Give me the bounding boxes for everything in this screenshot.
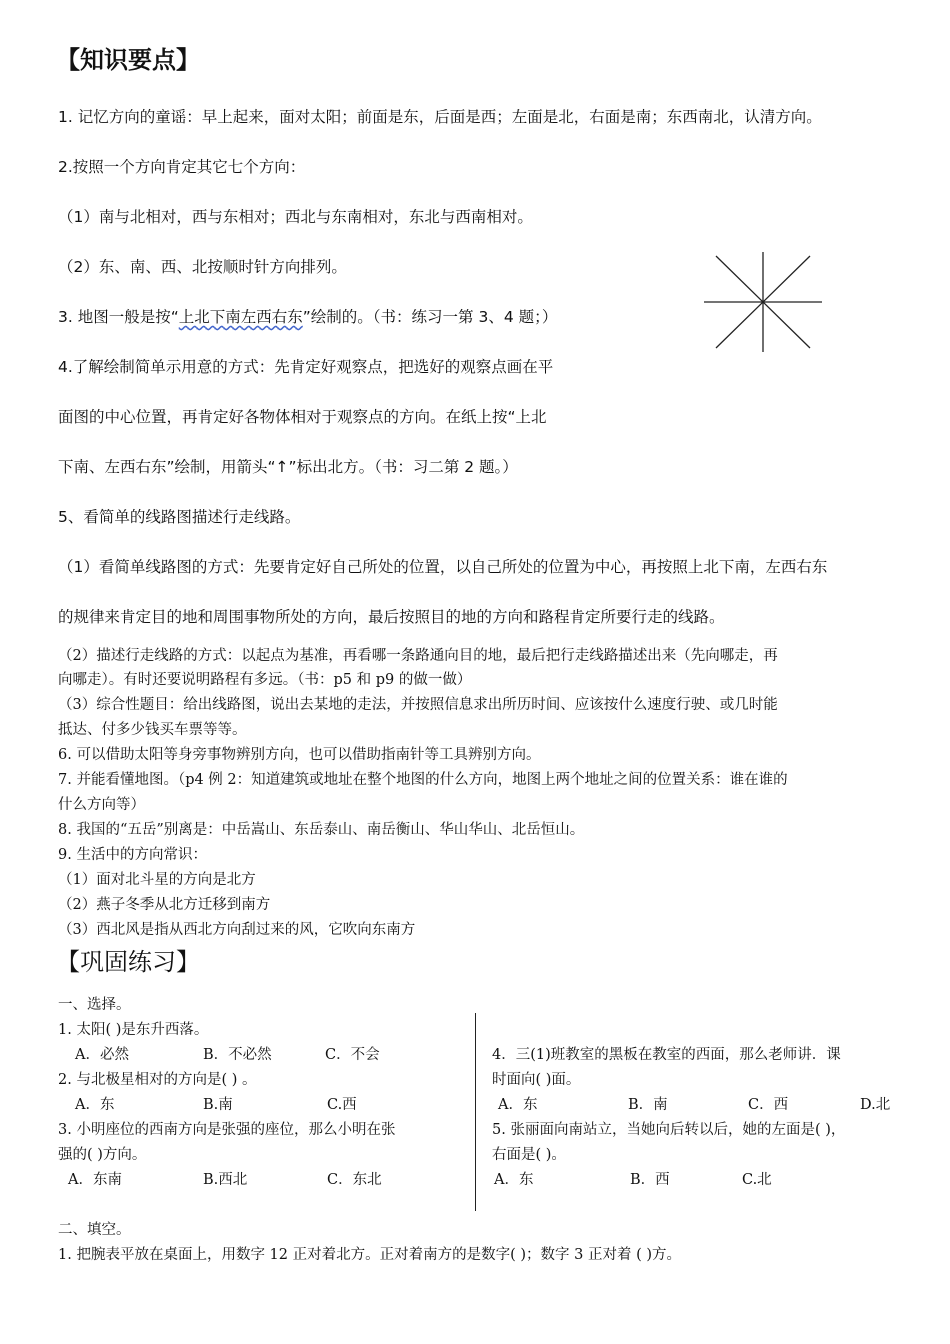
knowledge-heading: 【知识要点】 xyxy=(56,46,200,74)
point-8: 8. 我国的“五岳”别离是：中岳嵩山、东岳泰山、南岳衡山、华山华山、北岳恒山。 xyxy=(58,822,585,838)
question-3-line-2: 强的( )方向。 xyxy=(58,1147,147,1163)
question-2-option-b: B.南 xyxy=(203,1097,233,1113)
point-5-1-line-2: 的规律来肯定目的地和周围事物所处的方向，最后按照目的地的方向和路程肯定所要行走的线路。 xyxy=(58,608,725,626)
point-7-line-1: 7. 并能看懂地图。（p4 例 2：知道建筑或地址在整个地图的什么方向，地图上两个地址之间的位置关系：谁在谁的 xyxy=(58,772,788,788)
point-3 xyxy=(58,305,557,327)
section-choice-title: 一、选择。 xyxy=(58,997,131,1013)
question-3-line-1: 3. 小明座位的西南方向是张强的座位，那么小明在张 xyxy=(58,1122,396,1138)
question-5-option-c: C.北 xyxy=(742,1172,772,1188)
question-3-option-b: B.西北 xyxy=(203,1172,248,1188)
point-9-1: （1）面对北斗星的方向是北方 xyxy=(58,872,256,888)
compass-rose-icon xyxy=(702,250,824,354)
column-divider xyxy=(475,1013,476,1211)
point-5-1-line-1: （1）看简单线路图的方式：先要肯定好自己所处的位置，以自己所处的位置为中心，再按照上北下南，左西右东 xyxy=(58,558,828,576)
section-fill-title: 二、填空。 xyxy=(58,1222,131,1238)
point-4-line-2: 面图的中心位置，再肯定好各物体相对于观察点的方向。在纸上按“上北 xyxy=(58,408,547,426)
point-5-2-line-1: （2）描述行走线路的方式：以起点为基准，再看哪一条路通向目的地，最后把行走线路描述出来（先向哪走，再 xyxy=(58,648,778,664)
point-5-2-line-2: 向哪走）。有时还要说明路程有多远。（书：p5 和 p9 的做一做） xyxy=(58,672,472,688)
point-4-line-1: 4.了解绘制简单示用意的方式：先肯定好观察点，把选好的观察点画在平 xyxy=(58,358,554,376)
question-3-option-c: C．东北 xyxy=(327,1172,382,1188)
point-5-3-line-1: （3）综合性题目：给出线路图，说出去某地的走法，并按照信息求出所历时间、应该按什么速度行驶、或几时能 xyxy=(58,697,778,713)
question-4-line-1: 4．三(1)班教室的黑板在教室的西面，那么老师讲．课 xyxy=(492,1047,841,1063)
question-5-option-b: B．西 xyxy=(630,1172,670,1188)
question-3-option-a: A．东南 xyxy=(68,1172,122,1188)
question-1-option-b: B．不必然 xyxy=(203,1047,272,1063)
point-9-3: （3）西北风是指从西北方向刮过来的风，它吹向东南方 xyxy=(58,922,416,938)
question-2-option-a: A．东 xyxy=(75,1097,115,1113)
point-6: 6. 可以借助太阳等身旁事物辨别方向，也可以借助指南针等工具辨别方向。 xyxy=(58,747,541,763)
point-9-2: （2）燕子冬季从北方迁移到南方 xyxy=(58,897,271,913)
point-3-post: ”绘制的。（书：练习一第 3、4 题；） xyxy=(302,308,558,326)
point-1: 1. 记忆方向的童谣：早上起来，面对太阳；前面是东，后面是西；左面是北，右面是南；东西南北，认清方向。 xyxy=(58,108,822,126)
fill-question-1: 1. 把腕表平放在桌面上，用数字 12 正对着北方。正对着南方的是数字( )；数字 3 正对着 ( )方。 xyxy=(58,1247,682,1263)
point-2: 2.按照一个方向肯定其它七个方向： xyxy=(58,158,306,176)
point-2-1: （1）南与北相对，西与东相对；西北与东南相对，东北与西南相对。 xyxy=(58,208,533,226)
point-5-3-line-2: 抵达、付多少钱买车票等等。 xyxy=(58,722,247,738)
question-1-option-a: A．必然 xyxy=(75,1047,129,1063)
point-4-line-3: 下南、左西右东”绘制，用箭头“↑”标出北方。（书：习二第 2 题。） xyxy=(58,458,518,476)
practice-heading: 【巩固练习】 xyxy=(56,948,200,976)
question-4-option-a: A．东 xyxy=(498,1097,538,1113)
point-5: 5、看简单的线路图描述行走线路。 xyxy=(58,508,301,526)
question-4-option-c: C．西 xyxy=(748,1097,789,1113)
point-9: 9. 生活中的方向常识： xyxy=(58,847,207,863)
question-1-option-c: C．不会 xyxy=(325,1047,380,1063)
question-4-option-b: B．南 xyxy=(628,1097,668,1113)
point-3-highlight: 上北下南左西右东 xyxy=(178,308,303,326)
point-7-line-2: 什么方向等） xyxy=(58,797,145,813)
question-2-option-c: C.西 xyxy=(327,1097,357,1113)
question-2: 2. 与北极星相对的方向是( ) 。 xyxy=(58,1072,257,1088)
question-4-line-2: 时面向( )面。 xyxy=(492,1072,581,1088)
question-5-line-2: 右面是( )。 xyxy=(492,1147,566,1163)
question-5-option-a: A．东 xyxy=(494,1172,534,1188)
question-5-line-1: 5. 张丽面向南站立，当她向后转以后，她的左面是( )， xyxy=(492,1122,846,1138)
point-2-2: （2）东、南、西、北按顺时针方向排列。 xyxy=(58,258,347,276)
question-4-option-d: D.北 xyxy=(860,1097,891,1113)
question-1: 1. 太阳( )是东升西落。 xyxy=(58,1022,209,1038)
point-3-pre: 3. 地图一般是按“ xyxy=(58,308,179,326)
